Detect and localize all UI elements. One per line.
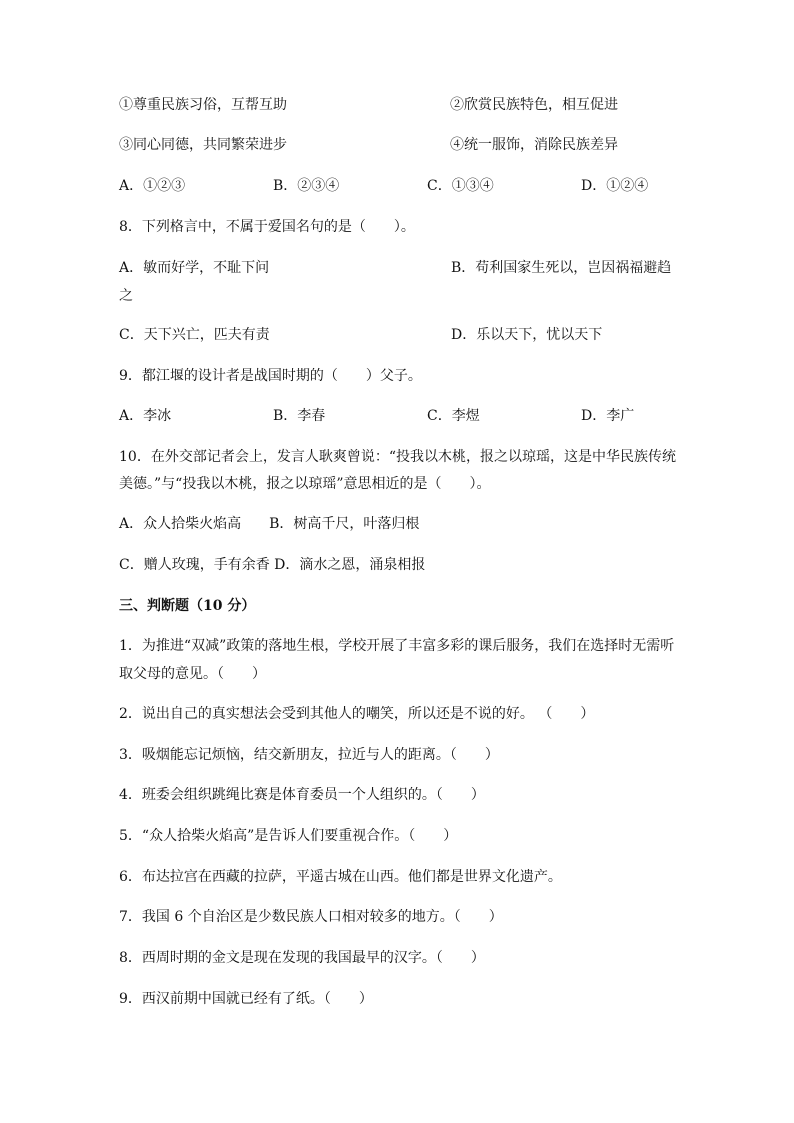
judge-item-8: 8．西周时期的金文是现在发现的我国最早的汉字。（ ） (119, 950, 485, 966)
q8-option-b-continued: 之 (119, 288, 133, 304)
q8-option-b: B．苟利国家生死以，岂因祸福避趋 (451, 260, 672, 276)
section-3-title: 三、判断题（10 分） (119, 598, 256, 614)
q7-statement-4: ④统一服饰，消除民族差异 (450, 137, 618, 153)
q9-option-c: C．李煜 (427, 408, 480, 424)
q7-statement-3: ③同心同德，共同繁荣进步 (119, 137, 287, 153)
q7-option-b: B．②③④ (273, 178, 340, 194)
q9-option-a: A．李冰 (119, 408, 172, 424)
q9-stem: 9．都江堰的设计者是战国时期的（ ）父子。 (119, 368, 422, 384)
judge-item-7: 7．我国 6 个自治区是少数民族人口相对较多的地方。（ ） (119, 909, 503, 925)
q8-option-d: D．乐以天下，忧以天下 (451, 327, 603, 343)
q7-statement-1: ①尊重民族习俗，互帮互助 (119, 97, 287, 113)
q8-stem: 8．下列格言中，不属于爱国名句的是（ ）。 (119, 219, 415, 235)
judge-item-9: 9．西汉前期中国就已经有了纸。（ ） (119, 991, 373, 1007)
judge-item-4: 4．班委会组织跳绳比赛是体育委员一个人组织的。（ ） (119, 787, 485, 803)
q9-option-b: B．李春 (273, 408, 326, 424)
judge-item-3: 3．吸烟能忘记烦恼，结交新朋友，拉近与人的距离。（ ） (119, 747, 499, 763)
q7-statement-2: ②欣赏民族特色，相互促进 (450, 97, 618, 113)
q7-option-c: C．①③④ (427, 178, 494, 194)
q7-option-a: A．①②③ (119, 178, 186, 194)
q10-stem-line-1: 10．在外交部记者会上，发言人耿爽曾说：“投我以木桃，报之以琼瑶，这是中华民族传统 (119, 449, 676, 465)
q10-options-row-1: A．众人拾柴火焰高 B．树高千尺，叶落归根 (119, 516, 420, 532)
q9-option-d: D．李广 (581, 408, 635, 424)
judge-item-2: 2．说出自己的真实想法会受到其他人的嘲笑，所以还是不说的好。 （ ） (119, 706, 595, 722)
judge-item-1: 1．为推进“双减”政策的落地生根，学校开展了丰富多彩的课后服务，我们在选择时无需听取父母的意见。（ ） (119, 638, 675, 682)
q8-option-a: A．敏而好学，不耻下问 (119, 260, 270, 276)
q10-stem-line-2: 美德。”与“投我以木桃，报之以琼瑶”意思相近的是（ ）。 (119, 476, 491, 492)
q10-options-row-2: C．赠人玫瑰，手有余香 D．滴水之恩，涌泉相报 (119, 557, 426, 573)
q7-option-d: D．①②④ (581, 178, 649, 194)
judge-item-5: 5．“众人拾柴火焰高”是告诉人们要重视合作。（ ） (119, 828, 458, 844)
q8-option-c: C．天下兴亡，匹夫有责 (119, 327, 270, 343)
judge-item-6: 6．布达拉宫在西藏的拉萨，平遥古城在山西。他们都是世界文化遗产。 (119, 869, 562, 885)
